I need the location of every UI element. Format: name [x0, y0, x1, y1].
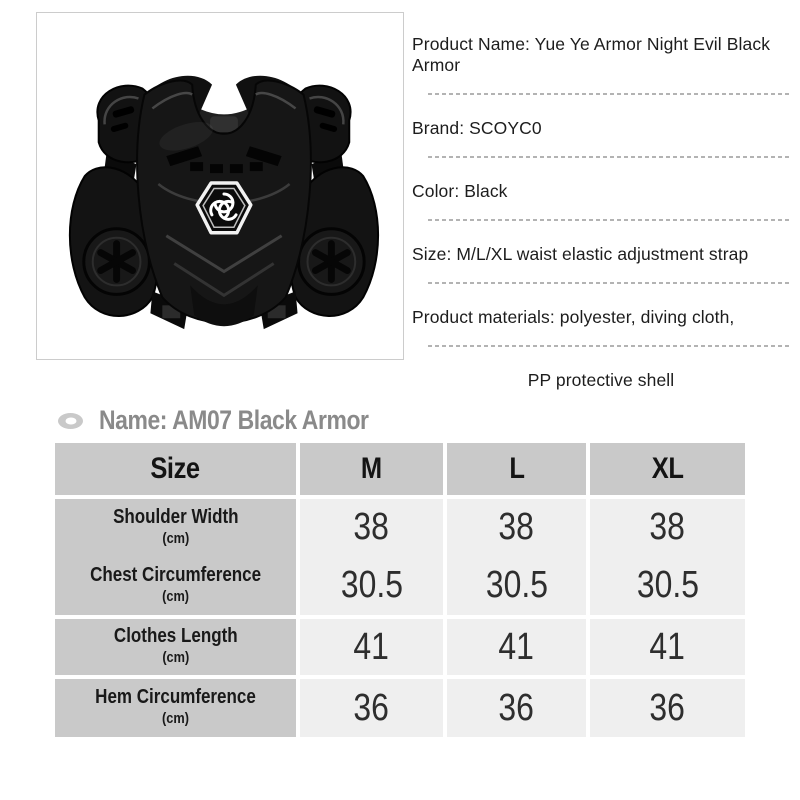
cell-hem-circumference-l: 36: [447, 679, 590, 737]
cell-shoulder-width-l: 38: [447, 499, 590, 556]
size-table: [55, 443, 745, 737]
detail-color: [412, 181, 790, 221]
dashed-divider: [428, 156, 790, 158]
cell-hem-circumference-xl: 36: [590, 679, 745, 737]
cell-clothes-length-l: 41: [447, 619, 590, 679]
col-header-l: L: [447, 443, 590, 499]
product-details-panel: [412, 34, 790, 414]
product-name-text: Product Name: Yue Ye Armor Night Evil Black Armor: [412, 34, 771, 75]
dashed-divider: [428, 219, 790, 221]
dashed-divider: [428, 345, 790, 347]
detail-size: [412, 244, 790, 284]
product-photo-box: [36, 12, 404, 360]
col-header-m: M: [300, 443, 447, 499]
col-header-xl: XL: [590, 443, 745, 499]
cell-chest-circumference-l: 30.5: [447, 556, 590, 619]
bullet-icon: [58, 413, 83, 429]
detail-brand: [412, 118, 790, 158]
cell-shoulder-width-m: 38: [300, 499, 447, 556]
cell-clothes-length-m: 41: [300, 619, 447, 679]
detail-product-name: [412, 34, 790, 95]
detail-shell: [412, 370, 790, 391]
row-label-clothes-length: Clothes Length (cm): [55, 619, 300, 679]
shell-text: PP protective shell: [527, 370, 675, 390]
cell-shoulder-width-xl: 38: [590, 499, 745, 556]
size-col-header: Size: [55, 443, 300, 499]
armor-product-image: [37, 13, 403, 359]
cell-chest-circumference-m: 30.5: [300, 556, 447, 619]
dashed-divider: [428, 282, 790, 284]
row-label-chest-circumference: Chest Circumference (cm): [55, 556, 300, 619]
cell-hem-circumference-m: 36: [300, 679, 447, 737]
size-text: Size: M/L/XL waist elastic adjustment strap: [412, 244, 749, 264]
cell-chest-circumference-xl: 30.5: [590, 556, 745, 619]
materials-text: Product materials: polyester, diving cloth,: [412, 307, 735, 327]
size-section-title: Name: AM07 Black Armor: [99, 405, 369, 435]
size-section-header: [58, 405, 416, 436]
cell-clothes-length-xl: 41: [590, 619, 745, 679]
row-label-shoulder-width: Shoulder Width (cm): [55, 499, 300, 556]
brand-text: Brand: SCOYC0: [412, 118, 542, 138]
dashed-divider: [428, 93, 790, 95]
detail-materials: [412, 307, 790, 347]
row-label-hem-circumference: Hem Circumference (cm): [55, 679, 300, 737]
color-text: Color: Black: [412, 181, 508, 201]
